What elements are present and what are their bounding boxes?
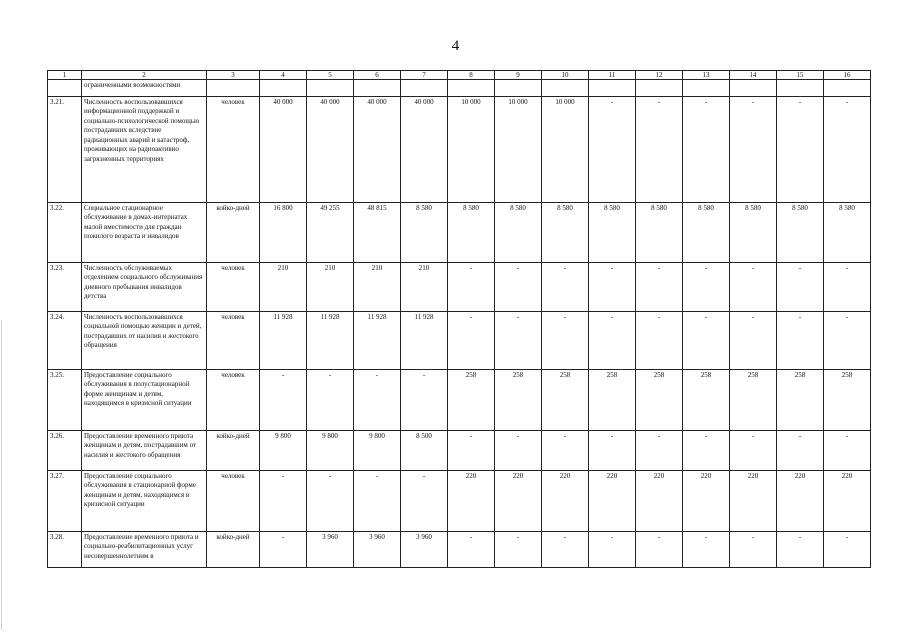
value-cell: 220 bbox=[730, 471, 777, 532]
column-number-cell: 9 bbox=[495, 71, 542, 80]
value-cell: 40 000 bbox=[260, 97, 307, 203]
row-number-cell: 3.26. bbox=[48, 431, 82, 471]
value-cell: - bbox=[683, 97, 730, 203]
column-number-cell: 7 bbox=[401, 71, 448, 80]
column-number-cell: 14 bbox=[730, 71, 777, 80]
indicator-name-cell: Численность воспользовавшихся социальной помощью женщин и детей, пострадавших от насилия и жестокого обращения bbox=[82, 312, 207, 370]
value-cell: 258 bbox=[683, 370, 730, 431]
value-cell: 11 928 bbox=[307, 312, 354, 370]
value-cell: - bbox=[589, 97, 636, 203]
unit-cell: человек bbox=[207, 370, 260, 431]
column-number-cell: 13 bbox=[683, 71, 730, 80]
value-cell: 220 bbox=[542, 471, 589, 532]
column-number-cell: 8 bbox=[448, 71, 495, 80]
value-cell: - bbox=[448, 532, 495, 568]
value-cell: 220 bbox=[683, 471, 730, 532]
table-row bbox=[48, 97, 871, 203]
continuation-row bbox=[48, 80, 871, 97]
value-cell: 48 815 bbox=[354, 203, 401, 263]
value-cell: 10 000 bbox=[542, 97, 589, 203]
value-cell: 8 580 bbox=[589, 203, 636, 263]
value-cell: 220 bbox=[636, 471, 683, 532]
unit-cell: койко-дней bbox=[207, 431, 260, 471]
value-cell: - bbox=[542, 263, 589, 312]
value-cell: 8 580 bbox=[495, 203, 542, 263]
value-cell: 258 bbox=[542, 370, 589, 431]
value-cell: 3 960 bbox=[354, 532, 401, 568]
value-cell: - bbox=[730, 431, 777, 471]
value-cell: - bbox=[730, 312, 777, 370]
value-cell: 8 580 bbox=[401, 203, 448, 263]
value-cell: - bbox=[636, 263, 683, 312]
unit-cell: человек bbox=[207, 97, 260, 203]
value-cell: - bbox=[636, 532, 683, 568]
value-cell: - bbox=[542, 532, 589, 568]
indicators-table bbox=[47, 70, 871, 568]
value-cell: 258 bbox=[636, 370, 683, 431]
value-cell: 258 bbox=[730, 370, 777, 431]
unit-cell: койко-дней bbox=[207, 532, 260, 568]
value-cell: 8 580 bbox=[824, 203, 871, 263]
column-number-cell: 6 bbox=[354, 71, 401, 80]
column-number-cell: 2 bbox=[82, 71, 207, 80]
scan-margin-line bbox=[1, 320, 2, 630]
value-cell: 220 bbox=[448, 471, 495, 532]
unit-cell: человек bbox=[207, 312, 260, 370]
value-cell: 8 580 bbox=[777, 203, 824, 263]
value-cell: 9 800 bbox=[260, 431, 307, 471]
value-cell: 9 800 bbox=[307, 431, 354, 471]
value-cell: - bbox=[730, 97, 777, 203]
value-cell: - bbox=[495, 532, 542, 568]
value-cell: 258 bbox=[448, 370, 495, 431]
table-row bbox=[48, 532, 871, 568]
value-cell: - bbox=[683, 532, 730, 568]
value-cell: - bbox=[495, 263, 542, 312]
value-cell: - bbox=[542, 431, 589, 471]
value-cell: 8 500 bbox=[401, 431, 448, 471]
value-cell: - bbox=[824, 263, 871, 312]
value-cell: - bbox=[730, 532, 777, 568]
value-cell: - bbox=[260, 471, 307, 532]
value-cell: 210 bbox=[307, 263, 354, 312]
value-cell: - bbox=[730, 263, 777, 312]
value-cell: 11 928 bbox=[401, 312, 448, 370]
row-number-cell: 3.24. bbox=[48, 312, 82, 370]
column-number-cell: 12 bbox=[636, 71, 683, 80]
row-number-cell: 3.22. bbox=[48, 203, 82, 263]
value-cell: - bbox=[589, 312, 636, 370]
value-cell: - bbox=[354, 370, 401, 431]
value-cell: 10 000 bbox=[448, 97, 495, 203]
column-number-cell: 16 bbox=[824, 71, 871, 80]
value-cell: 210 bbox=[260, 263, 307, 312]
value-cell: - bbox=[777, 312, 824, 370]
value-cell: - bbox=[636, 312, 683, 370]
unit-cell: человек bbox=[207, 471, 260, 532]
column-number-cell: 4 bbox=[260, 71, 307, 80]
column-number-cell: 3 bbox=[207, 71, 260, 80]
value-cell: 220 bbox=[777, 471, 824, 532]
value-cell: 210 bbox=[401, 263, 448, 312]
value-cell: 3 960 bbox=[307, 532, 354, 568]
value-cell: 8 580 bbox=[542, 203, 589, 263]
value-cell: - bbox=[636, 97, 683, 203]
value-cell: 3 960 bbox=[401, 532, 448, 568]
row-number-cell: 3.23. bbox=[48, 263, 82, 312]
value-cell: - bbox=[401, 471, 448, 532]
value-cell: 258 bbox=[495, 370, 542, 431]
value-cell: - bbox=[777, 431, 824, 471]
indicator-name-cell: Предоставление временного приюта женщинам и детям, пострадавшим от насилия и жестокого обращения bbox=[82, 431, 207, 471]
value-cell: 10 000 bbox=[495, 97, 542, 203]
value-cell: 40 000 bbox=[307, 97, 354, 203]
value-cell: - bbox=[683, 312, 730, 370]
row-number-cell: 3.21. bbox=[48, 97, 82, 203]
value-cell: - bbox=[777, 263, 824, 312]
value-cell: - bbox=[683, 263, 730, 312]
column-number-row bbox=[48, 71, 871, 80]
value-cell: 210 bbox=[354, 263, 401, 312]
table-row bbox=[48, 471, 871, 532]
value-cell: - bbox=[824, 312, 871, 370]
value-cell: 258 bbox=[589, 370, 636, 431]
value-cell: - bbox=[307, 370, 354, 431]
indicator-name-cell: Предоставление социального обслуживания в стационарной форме женщинам и детям, находящимся в кризисной ситуации bbox=[82, 471, 207, 532]
value-cell: - bbox=[354, 471, 401, 532]
column-number-cell: 15 bbox=[777, 71, 824, 80]
row-number-cell: 3.27. bbox=[48, 471, 82, 532]
value-cell: 8 580 bbox=[730, 203, 777, 263]
row-number-cell: 3.25. bbox=[48, 370, 82, 431]
table-row bbox=[48, 312, 871, 370]
value-cell: 9 800 bbox=[354, 431, 401, 471]
value-cell: - bbox=[824, 97, 871, 203]
table-row bbox=[48, 263, 871, 312]
continuation-name-cell: ограниченными возможностями bbox=[82, 80, 207, 97]
column-number-cell: 5 bbox=[307, 71, 354, 80]
value-cell: 258 bbox=[824, 370, 871, 431]
unit-cell: койко-дней bbox=[207, 203, 260, 263]
column-number-cell: 11 bbox=[589, 71, 636, 80]
value-cell: - bbox=[448, 312, 495, 370]
indicator-name-cell: Численность воспользовавшихся информационной поддержкой и социально-психологической помощью пострадавших вследствие радиационных аварий и катастроф, проживающих на радиоактивно загрязненных территориях bbox=[82, 97, 207, 203]
value-cell: 220 bbox=[495, 471, 542, 532]
value-cell: 40 000 bbox=[354, 97, 401, 203]
column-number-cell: 10 bbox=[542, 71, 589, 80]
value-cell: 258 bbox=[777, 370, 824, 431]
indicator-name-cell: Численность обслуживаемых отделением социального обслуживания дневного пребывания инвалидов детства bbox=[82, 263, 207, 312]
value-cell: 8 580 bbox=[636, 203, 683, 263]
value-cell: - bbox=[824, 431, 871, 471]
value-cell: 220 bbox=[824, 471, 871, 532]
value-cell: - bbox=[495, 431, 542, 471]
value-cell: - bbox=[777, 97, 824, 203]
value-cell: - bbox=[495, 312, 542, 370]
table-body bbox=[48, 71, 871, 568]
value-cell: - bbox=[636, 431, 683, 471]
unit-cell: человек bbox=[207, 263, 260, 312]
value-cell: - bbox=[260, 532, 307, 568]
value-cell: 8 580 bbox=[683, 203, 730, 263]
value-cell: - bbox=[777, 532, 824, 568]
value-cell: - bbox=[448, 263, 495, 312]
value-cell: - bbox=[589, 263, 636, 312]
value-cell: 16 800 bbox=[260, 203, 307, 263]
value-cell: - bbox=[542, 312, 589, 370]
value-cell: - bbox=[683, 431, 730, 471]
value-cell: - bbox=[589, 431, 636, 471]
indicator-name-cell: Предоставление социального обслуживания в полустационарной форме женщинам и детям, находящимся в кризисной ситуации bbox=[82, 370, 207, 431]
indicator-name-cell: Социальное стационарное обслуживание в домах-интернатах малой вместимости для граждан пожилого возраста и инвалидов bbox=[82, 203, 207, 263]
table-row bbox=[48, 203, 871, 263]
page-number: 4 bbox=[451, 38, 460, 54]
value-cell: 11 928 bbox=[260, 312, 307, 370]
row-number-cell: 3.28. bbox=[48, 532, 82, 568]
value-cell: - bbox=[307, 471, 354, 532]
value-cell: - bbox=[260, 370, 307, 431]
value-cell: - bbox=[401, 370, 448, 431]
indicator-name-cell: Предоставление временного приюта и социально-реабилитационных услуг несовершеннолетним в bbox=[82, 532, 207, 568]
value-cell: - bbox=[824, 532, 871, 568]
value-cell: - bbox=[589, 532, 636, 568]
column-number-cell: 1 bbox=[48, 71, 82, 80]
value-cell: 11 928 bbox=[354, 312, 401, 370]
table-row bbox=[48, 431, 871, 471]
value-cell: 220 bbox=[589, 471, 636, 532]
table-row bbox=[48, 370, 871, 431]
continuation-num-cell bbox=[48, 80, 82, 97]
value-cell: 49 255 bbox=[307, 203, 354, 263]
value-cell: - bbox=[448, 431, 495, 471]
value-cell: 8 580 bbox=[448, 203, 495, 263]
value-cell: 40 000 bbox=[401, 97, 448, 203]
